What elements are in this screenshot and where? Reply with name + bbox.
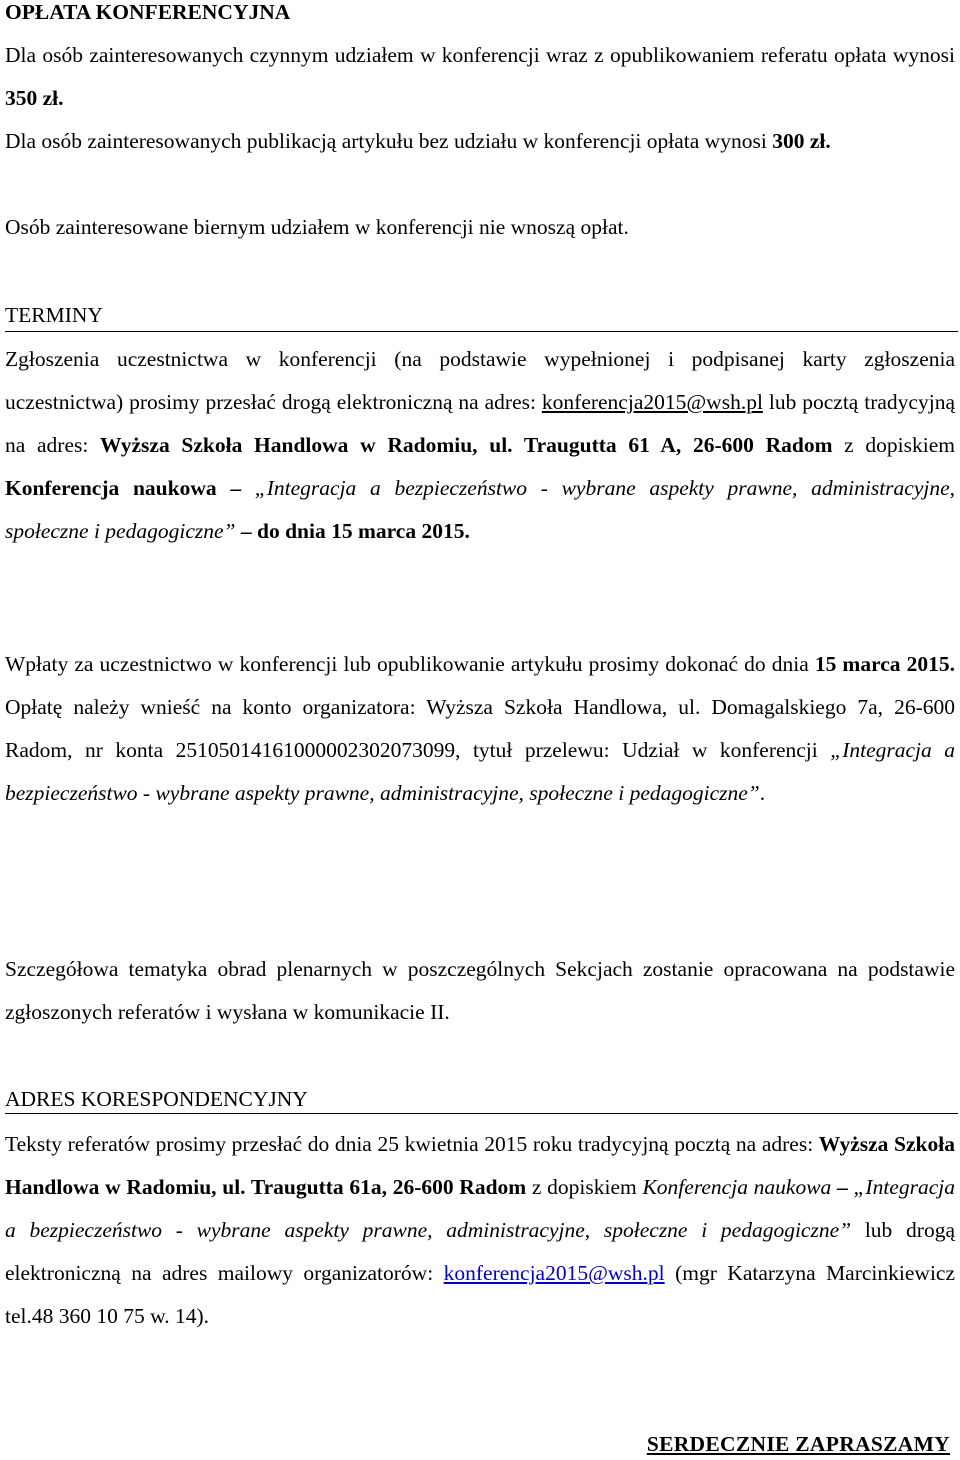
adres-email-link[interactable]: konferencja2015@wsh.pl [443, 1261, 665, 1285]
terminy-konferencja-label: Konferencja naukowa [5, 476, 217, 500]
adres-konferencja-label: Konferencja naukowa [642, 1175, 832, 1199]
terminy-deadline: do dnia 15 marca 2015. [257, 519, 470, 543]
terminy-p1-text: Zgłoszenia uczestnictwa w konferencji (na podstawie wypełnionej i podpisanej karty zgłoszenia uczestnictwa) prosimy przesłać drogą elektroniczną na adres: [5, 347, 955, 414]
terminy-email-link[interactable]: konferencja2015@wsh.pl [541, 390, 763, 414]
terminy-paragraph-1 [5, 338, 955, 553]
adres-address: Wyższa Szkoła Handlowa w Radomiu, ul. Traugutta 61a, 26-600 Radom [5, 1132, 955, 1199]
oplata-amount-350: 350 zł. [5, 86, 64, 110]
oplata-line-3: Osób zainteresowane biernym udziałem w konferencji nie wnoszą opłat. [5, 215, 629, 239]
oplata-amount-300: 300 zł. [772, 129, 831, 153]
oplata-line-1-text: Dla osób zainteresowanych czynnym udziałem w konferencji wraz z opublikowaniem referatu opłata wynosi [5, 43, 955, 67]
adres-rule [5, 1113, 958, 1114]
terminy-address: Wyższa Szkoła Handlowa w Radomiu, ul. Traugutta 61 A, 26-600 Radom [100, 433, 833, 457]
oplata-line-1 [5, 34, 955, 120]
terminy-conference-title: „Integracja a bezpieczeństwo - wybrane aspekty prawne, administracyjne, społeczne i pedagogiczne” [5, 476, 956, 543]
closing-signature: SERDECZNIE ZAPRASZAMY [646, 1432, 950, 1456]
adres-text-3: lub drogą elektroniczną na adres mailowy organizatorów: [5, 1218, 955, 1285]
terminy-heading: TERMINY [5, 303, 103, 327]
terminy-p2-end: . [759, 781, 766, 805]
terminy-dash-2: – [235, 519, 257, 543]
adres-heading: ADRES KORESPONDENCYJNY [5, 1087, 308, 1111]
adres-text-2: z dopiskiem [526, 1175, 643, 1199]
terminy-p2-text-2: Opłatę należy wnieść na konto organizatora: Wyższa Szkoła Handlowa, ul. Domagalskiego 7a, 26-600 Radom, nr konta 25105014161000002302073099, tytuł przelewu: Udział w konferencji [5, 695, 955, 762]
terminy-p1-text-3: z dopiskiem [832, 433, 956, 457]
adres-conference-title: „Integracja a bezpieczeństwo - wybrane aspekty prawne, administracyjne, społeczne i pedagogiczne” [5, 1175, 955, 1242]
terminy-paragraph-2 [5, 643, 955, 815]
oplata-heading: OPŁATA KONFERENCYJNA [5, 0, 291, 24]
terminy-payment-deadline: 15 marca 2015. [814, 652, 955, 676]
adres-text: Teksty referatów prosimy przesłać do dnia 25 kwietnia 2015 roku tradycyjną pocztą na adres: [5, 1132, 819, 1156]
tematyka-paragraph: Szczegółowa tematyka obrad plenarnych w poszczególnych Sekcjach zostanie opracowana na podstawie zgłoszonych referatów i wysłana w komunikacie II. [5, 957, 955, 1024]
adres-contact: (mgr Katarzyna Marcinkiewicz tel.48 360 10 75 w. 14). [5, 1261, 956, 1328]
terminy-p2-text: Wpłaty za uczestnictwo w konferencji lub opublikowanie artykułu prosimy dokonać do dnia [5, 652, 815, 676]
terminy-rule [5, 331, 958, 332]
adres-paragraph [5, 1123, 955, 1338]
terminy-dash: – [216, 476, 255, 500]
terminy-p2-conference-title: „Integracja a bezpieczeństwo - wybrane aspekty prawne, administracyjne, społeczne i pedagogiczne” [5, 738, 955, 805]
adres-dash: – [831, 1175, 854, 1199]
oplata-line-2 [5, 120, 955, 163]
terminy-p1-text-2: lub pocztą tradycyjną na adres: [5, 390, 955, 457]
oplata-line-2-text: Dla osób zainteresowanych publikacją artykułu bez udziału w konferencji opłata wynosi [5, 129, 773, 153]
